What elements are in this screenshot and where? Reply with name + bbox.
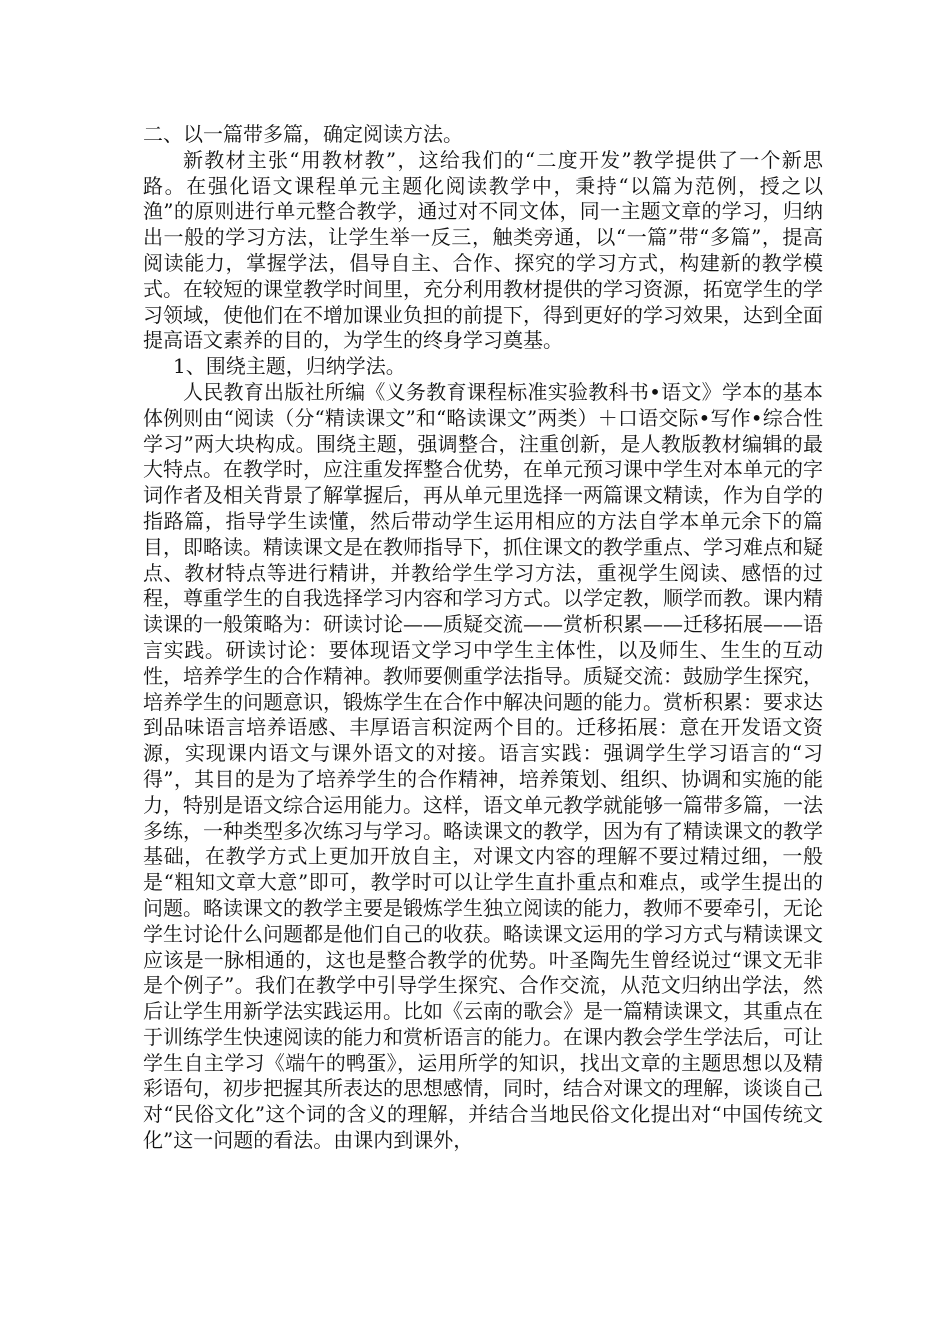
subheading: 1、围绕主题，归纳学法。 (173, 354, 406, 379)
document-body (143, 122, 823, 1154)
paragraph-intro: 新教材主张“用教材教”，这给我们的“二度开发”教学提供了一个新思路。在强化语文课程单元主题化阅读教学中，秉持“以篇为范例，授之以渔”的原则进行单元整合教学，通过对不同文体，同一主题文章的学习，归纳出一般的学习方法，让学生举一反三，触类旁通，以“一篇”带“多篇”，提高阅读能力，掌握学法，倡导自主、合作、探究的学习方式，构建新的教学模式。在较短的课堂教学时间里，充分利用教材提供的学习资源，拓宽学生的学习领域，使他们在不增加课业负担的前提下，得到更好的学习效果，达到全面提高语文素养的目的，为学生的终身学习奠基。 (143, 147, 823, 353)
paragraph-main: 人民教育出版社所编《义务教育课程标准实验教科书•语文》学本的基本体例则由“阅读（分“精读课文”和“略读课文”两类）＋口语交际•写作•综合性学习”两大块构成。围绕主题，强调整合，注重创新，是人教版教材编辑的最大特点。在教学时，应注重发挥整合优势，在单元预习课中学生对本单元的字词作者及相关背景了解掌握后，再从单元里选择一两篇课文精读，作为自学的指路篇，指导学生读懂，然后带动学生运用相应的方法自学本单元余下的篇目，即略读。精读课文是在教师指导下，抓住课文的教学重点、学习难点和疑 点、教材特点等进行精讲，并教给学生学习方法，重视学生阅读、感悟的过程，尊重学生的自我选择学习内容和学习方式。以学定教，顺学而教。课内精读课的一般策略为：研读讨论——质疑交流——赏析积累——迁移拓展——语言实践。研读讨论：要体现语文学习中学生主体性，以及师生、生生的互动性，培养学生的合作精神。教师要侧重学法指导。质疑交流：鼓励学生探究，培养学生的问题意识，锻炼学生在合作中解决问题的能力。赏析积累：要求达到品味语言培养语感、丰厚语言积淀两个目的。迁移拓展：意在开发语文资源，实现课内语文与课外语文的对接。语言实践：强调学生学习语言的“习得”，其目的是为了培养学生的合作精神，培养策划、组织、协调和实施的能力，特别是语文综合运用能力。这样，语文单元教学就能够一篇带多篇，一法多练，一种类型多次练习与学习。略读课文的教学，因为有了精读课文的教学基础，在教学方式上更加开放自主，对课文内容的理解不要过精过细，一般是“粗知文章大意”即可，教学时可以让学生直扑重点和难点，或学生提出的问题。略读课文的教学主要是锻炼学生独立阅读的能力，教师不要牵引，无论学生讨论什么问题都是他们自己的收获。略读课文运用的学习方式与精读课文应该是一脉相通的，这也是整合教学的优势。叶圣陶先生曾经说过“课文无非是个例子”。我们在教学中引导学生探究、合作交流，从范文归纳出学法，然后让学生用新学法实践运用。比如《云南的歌会》是一篇精读课文，其重点在于训练学生快速阅读的能力和赏析语言的能力。在课内教会学生学法后，可让学生自主学习《端午的鸭蛋》，运用所学的知识，找出文章的主题思想以及精彩语句，初步把握其所表达的思想感情，同时，结合对课文的理解，谈谈自己对“民俗文化”这个词的含义的理解，并结合当地民俗文化提出对“中国传统文化”这一问题的看法。由课内到课外， (143, 379, 823, 1153)
section-heading: 二、以一篇带多篇，确定阅读方法。 (143, 122, 463, 146)
